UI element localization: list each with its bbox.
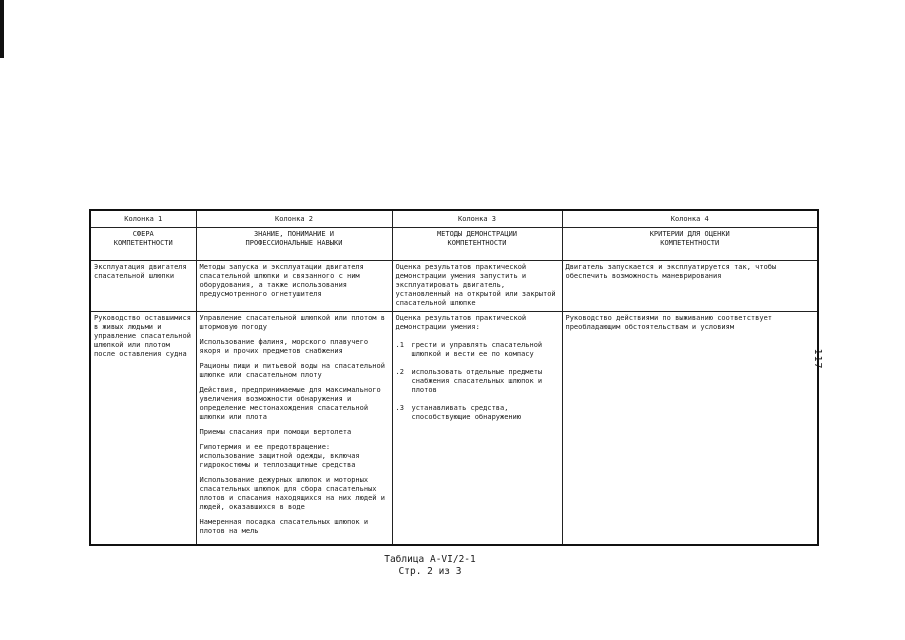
heading-competence: СФЕРА КОМПЕТЕНТНОСТИ — [90, 228, 196, 261]
competence-cell: Руководство оставшимися в живых людьми и управление спасательной шлюпкой или плотом после оставления судна — [90, 312, 196, 546]
methods-cell — [392, 312, 562, 546]
criteria-cell: Руководство действиями по выживанию соответствует преобладающим обстоятельствам и условиям — [562, 312, 818, 546]
column-label: Колонка 3 — [392, 210, 562, 228]
knowledge-item: Использование фалиня, морского плавучего якоря и прочих предметов снабжения — [199, 338, 369, 355]
item-text: устанавливать средства, способствующие обнаружению — [411, 404, 522, 421]
knowledge-cell — [196, 312, 392, 546]
knowledge-item: Использование дежурных шлюпок и моторных спасательных шлюпок для сбора спасательных плотов и спасания находящихся на них людей и людей, оказавшихся в воде — [199, 476, 385, 511]
knowledge-item: Приемы спасания при помощи вертолета — [199, 428, 352, 436]
competence-cell: Эксплуатация двигателя спасательной шлюпки — [90, 261, 196, 312]
methods-cell: Оценка результатов практической демонстрации умения запустить и эксплуатировать двигатель, установленный на открытой или закрытой спасательной шлюпке — [392, 261, 562, 312]
knowledge-item: Управление спасательной шлюпкой или плотом в штормовую погоду — [199, 314, 385, 331]
knowledge-item: Действия, предпринимаемые для максимального увеличения возможности обнаружения и определение местонахождения спасательной шлюпки или плота — [199, 386, 381, 421]
page-footer — [300, 554, 560, 578]
side-page-number: - 117 - — [812, 334, 823, 384]
heading-criteria: КРИТЕРИИ ДЛЯ ОЦЕНКИ КОМПЕТЕНТНОСТИ — [562, 228, 818, 261]
criteria-cell: Двигатель запускается и эксплуатируется так, чтобы обеспечить возможность маневрирования — [562, 261, 818, 312]
left-edge-bar — [0, 0, 4, 58]
heading-methods: МЕТОДЫ ДЕМОНСТРАЦИИ КОМПЕТЕНТНОСТИ — [392, 228, 562, 261]
competence-table — [89, 209, 819, 546]
knowledge-item: Гипотермия и ее предотвращение: использование защитной одежды, включая гидрокостюмы и теплозащитные средства — [199, 443, 360, 469]
heading-row — [90, 228, 818, 261]
item-text: использовать отдельные предметы снабжения спасательных шлюпок и плотов — [411, 368, 543, 394]
list-item — [396, 368, 559, 395]
table-row — [90, 261, 818, 312]
table-row — [90, 312, 818, 546]
column-label: Колонка 2 — [196, 210, 392, 228]
column-label: Колонка 4 — [562, 210, 818, 228]
list-item — [396, 341, 559, 359]
heading-knowledge: ЗНАНИЕ, ПОНИМАНИЕ И ПРОФЕССИОНАЛЬНЫЕ НАВЫКИ — [196, 228, 392, 261]
column-labels-row — [90, 210, 818, 228]
item-number: .1 — [395, 341, 404, 349]
table-reference: Таблица A-VI/2-1 — [384, 554, 476, 565]
item-number: .2 — [395, 368, 404, 376]
knowledge-item: Рационы пищи и питьевой воды на спасательной шлюпке или спасательном плоту — [199, 362, 385, 379]
knowledge-item: Намеренная посадка спасательных шлюпок и плотов на мель — [199, 518, 369, 535]
page-indicator: Стр. 2 из 3 — [398, 566, 462, 577]
list-item — [396, 404, 559, 422]
knowledge-cell: Методы запуска и эксплуатации двигателя спасательной шлюпки и связанного с ним оборудования, а также использования предусмотренного огнетушителя — [196, 261, 392, 312]
column-label: Колонка 1 — [90, 210, 196, 228]
item-number: .3 — [395, 404, 404, 412]
item-text: грести и управлять спасательной шлюпкой и вести ее по компасу — [411, 341, 543, 358]
methods-intro: Оценка результатов практической демонстрации умения: — [395, 314, 527, 331]
